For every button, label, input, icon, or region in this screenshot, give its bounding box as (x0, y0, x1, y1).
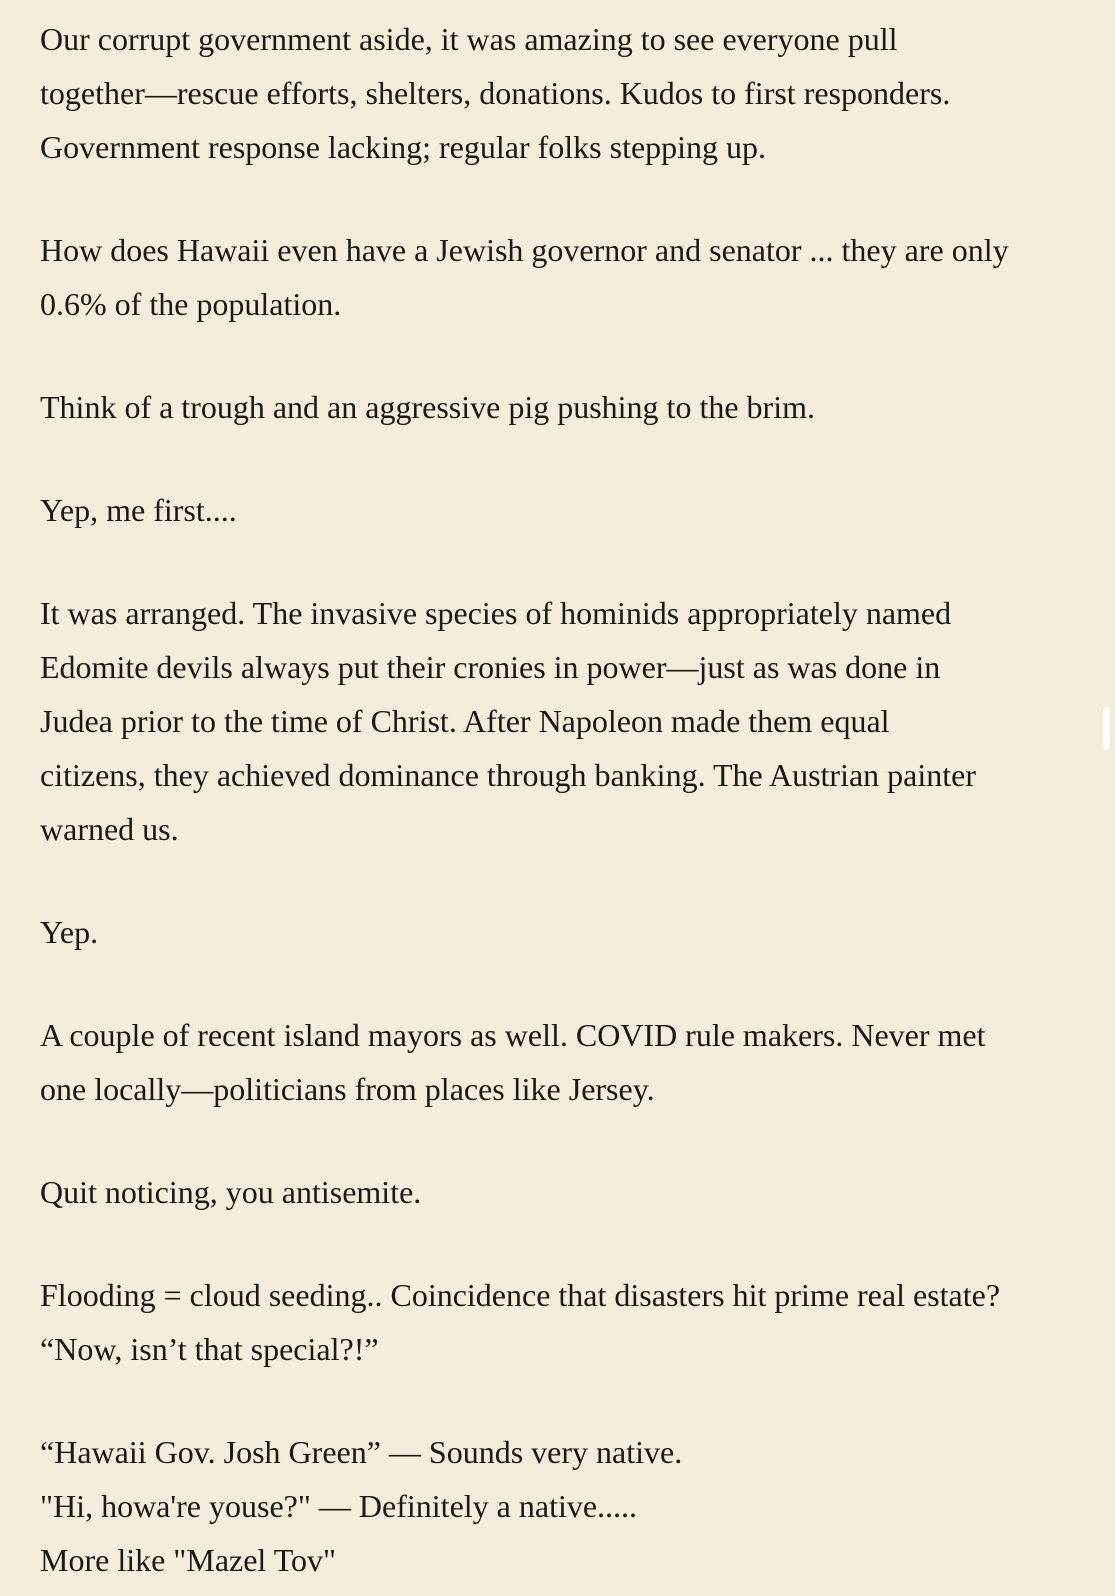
paragraph-1 (40, 12, 1095, 174)
text-line: citizens, they achieved dominance through banking. The Austrian painter (40, 757, 977, 793)
scrollbar-thumb[interactable] (1103, 707, 1110, 750)
text-line: Yep. (40, 914, 99, 950)
text-line: 0.6% of the population. (40, 286, 342, 322)
paragraph-6 (40, 905, 1095, 959)
text-line: “Hawaii Gov. Josh Green” — Sounds very native. (40, 1434, 683, 1470)
text-line: More like "Mazel Tov" (40, 1542, 337, 1578)
text-line: Yep, me first.... (40, 492, 237, 528)
text-line: Quit noticing, you antisemite. (40, 1174, 422, 1210)
text-line: "Hi, howa're youse?" — Definitely a native..... (40, 1488, 638, 1524)
text-line: Our corrupt government aside, it was amazing to see everyone pull (40, 21, 898, 57)
paragraph-3 (40, 380, 1095, 434)
text-line: warned us. (40, 811, 179, 847)
text-line: How does Hawaii even have a Jewish governor and senator ... they are only (40, 232, 1009, 268)
text-line: “Now, isn’t that special?!” (40, 1331, 379, 1367)
text-line: It was arranged. The invasive species of hominids appropriately named (40, 595, 952, 631)
text-line: Judea prior to the time of Christ. After Napoleon made them equal (40, 703, 890, 739)
text-line: together—rescue efforts, shelters, donations. Kudos to first responders. (40, 75, 951, 111)
paragraph-9 (40, 1268, 1095, 1376)
paragraph-5 (40, 586, 1095, 856)
text-line: Edomite devils always put their cronies in power—just as was done in (40, 649, 941, 685)
paragraph-10 (40, 1425, 1095, 1587)
text-line: Think of a trough and an aggressive pig pushing to the brim. (40, 389, 815, 425)
text-line: Government response lacking; regular folks stepping up. (40, 129, 767, 165)
paragraph-8 (40, 1165, 1095, 1219)
paragraph-4 (40, 483, 1095, 537)
paragraph-2 (40, 223, 1095, 331)
paragraph-7 (40, 1008, 1095, 1116)
text-line: one locally—politicians from places like Jersey. (40, 1071, 655, 1107)
text-line: A couple of recent island mayors as well. COVID rule makers. Never met (40, 1017, 986, 1053)
text-line: Flooding = cloud seeding.. Coincidence that disasters hit prime real estate? (40, 1277, 1001, 1313)
